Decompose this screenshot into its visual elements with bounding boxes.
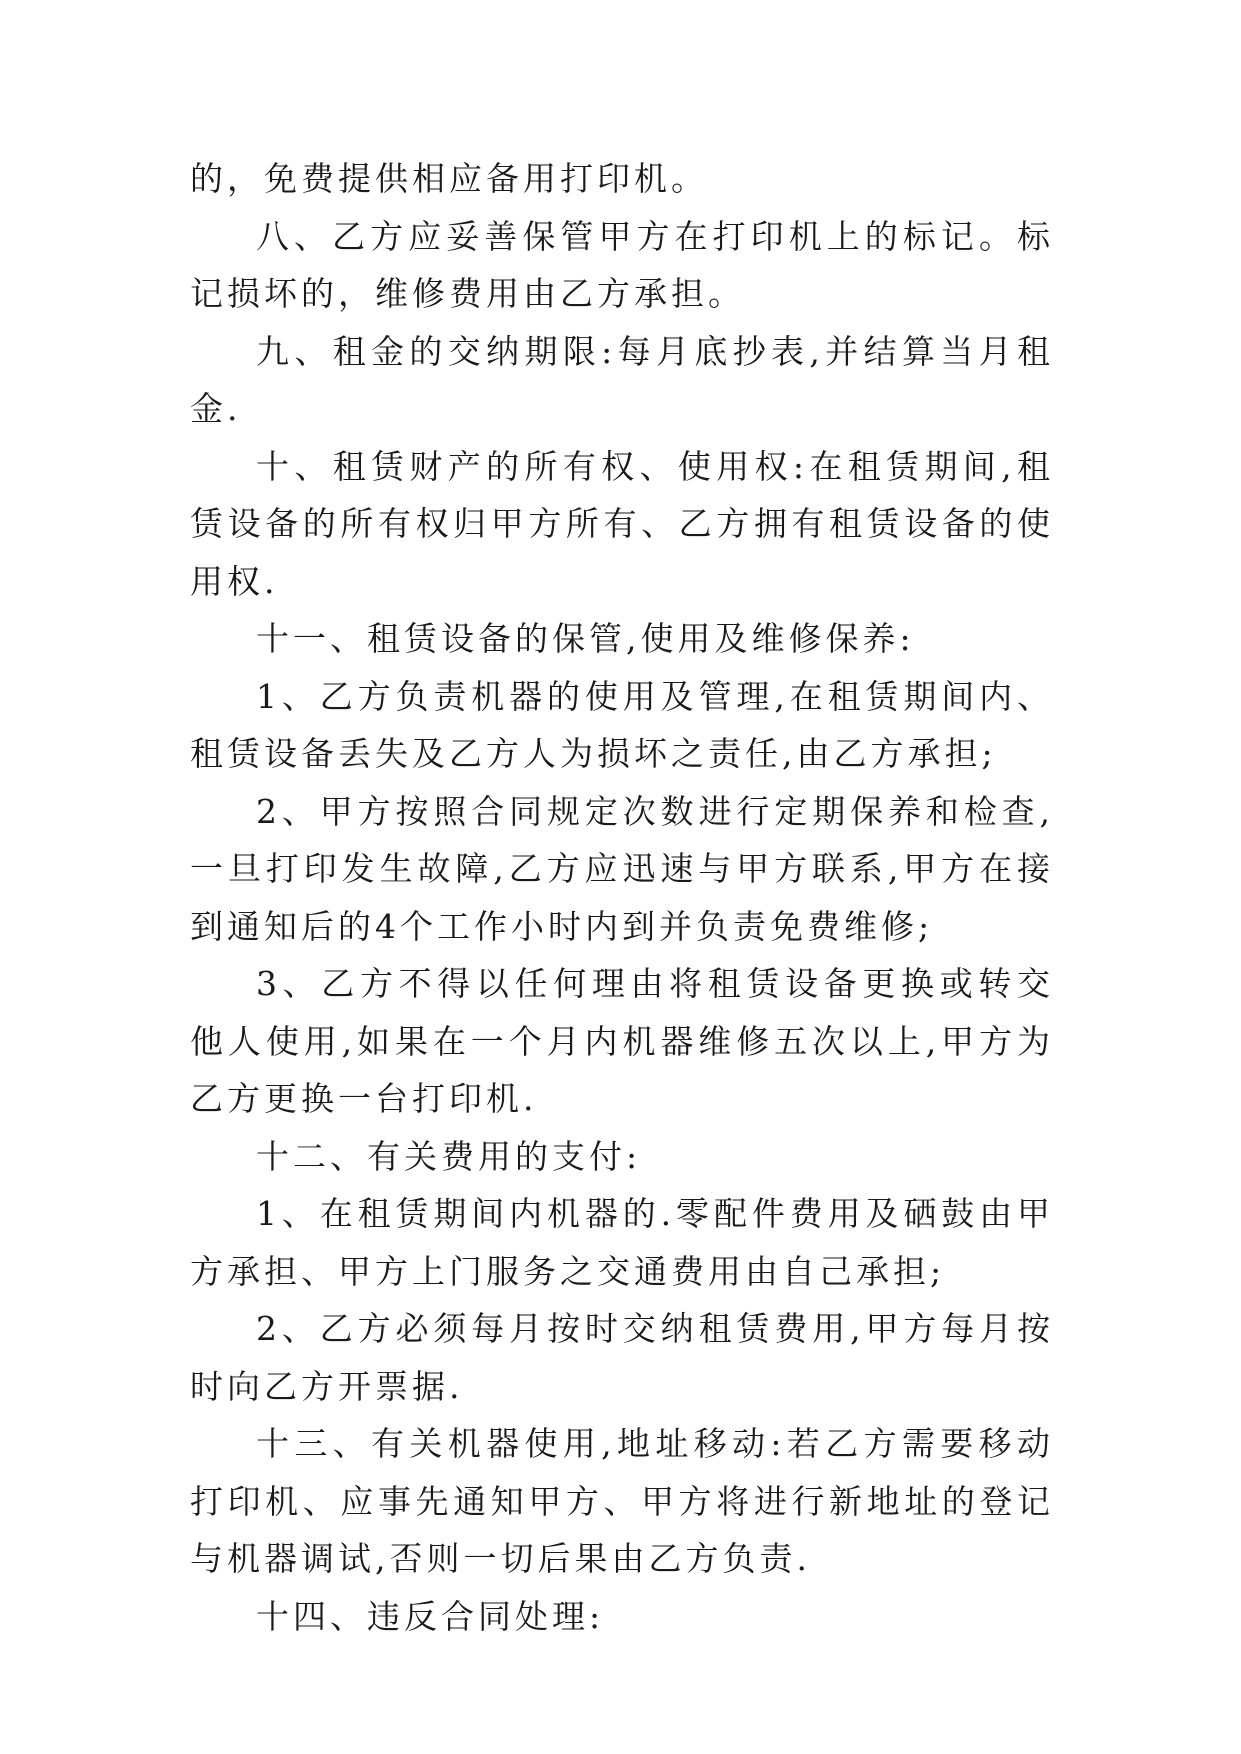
paragraph-clause-12-item-1: 1、在租赁期间内机器的.零配件费用及硒鼓由甲方承担、甲方上门服务之交通费用由自己承担; xyxy=(190,1194,1054,1291)
paragraph-clause-10: 十、租赁财产的所有权、使用权:在租赁期间,租赁设备的所有权归甲方所有、乙方拥有租赁设备的使用权. xyxy=(190,446,1054,601)
paragraph-clause-14: 十四、违反合同处理: xyxy=(256,1596,605,1636)
paragraph-clause-9: 九、租金的交纳期限:每月底抄表,并结算当月租金. xyxy=(190,331,1054,428)
paragraph-clause-12-item-2: 2、乙方必须每月按时交纳租赁费用,甲方每月按时向乙方开票据. xyxy=(190,1309,1054,1406)
document-body xyxy=(190,150,1054,1645)
paragraph-clause-11-item-3: 3、乙方不得以任何理由将租赁设备更换或转交他人使用,如果在一个月内机器维修五次以上,甲方为乙方更换一台打印机. xyxy=(190,964,1054,1118)
paragraph-clause-11-item-1: 1、乙方负责机器的使用及管理,在租赁期间内、租赁设备丢失及乙方人为损坏之责任,由乙方承担; xyxy=(190,676,1054,773)
paragraph-continuation: 的，免费提供相应备用打印机。 xyxy=(190,159,708,198)
paragraph-clause-8: 八、乙方应妥善保管甲方在打印机上的标记。标记损坏的，维修费用由乙方承担。 xyxy=(190,216,1054,313)
paragraph-clause-12: 十二、有关费用的支付: xyxy=(256,1136,642,1176)
paragraph-clause-11: 十一、租赁设备的保管,使用及维修保养: xyxy=(256,619,915,658)
paragraph-clause-11-item-2: 2、甲方按照合同规定次数进行定期保养和检查,一旦打印发生故障,乙方应迅速与甲方联系,甲方在接到通知后的4个工作小时内到并负责免费维修; xyxy=(190,791,1054,946)
paragraph-clause-13: 十三、有关机器使用,地址移动:若乙方需要移动打印机、应事先通知甲方、甲方将进行新地址的登记与机器调试,否则一切后果由乙方负责. xyxy=(190,1424,1054,1578)
